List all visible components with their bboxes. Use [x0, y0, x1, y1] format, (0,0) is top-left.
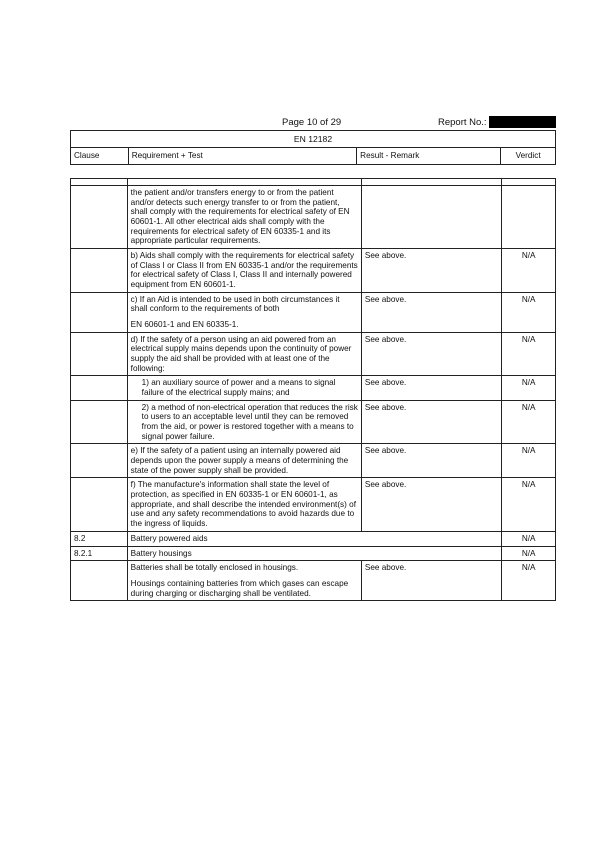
- result-cell: See above.: [361, 376, 501, 400]
- requirements-table: [70, 178, 556, 601]
- page-number: Page 10 of 29: [282, 117, 342, 128]
- result-cell: See above.: [361, 444, 501, 478]
- table-row: [71, 249, 556, 293]
- table-row: [71, 444, 556, 478]
- clause-cell: [71, 478, 128, 531]
- verdict-cell: N/A: [502, 531, 556, 546]
- report-header-table: [70, 130, 556, 165]
- requirement-cell: f) The manufacture's information shall state the level of protection, as specified in EN 60335-1 or EN 60601-1, as appropriate, and shall describe the intended environment(s) of use and any safety recommendations to avoid hazards due to the ingress of liquids.: [127, 478, 361, 531]
- requirement-cell: e) If the safety of a patient using an internally powered aid depends upon the power supply a means of determining the state of the power supply shall be provided.: [127, 444, 361, 478]
- col-header-verdict: Verdict: [501, 148, 556, 165]
- table-row: [71, 561, 556, 601]
- result-cell: See above.: [361, 478, 501, 531]
- standard-title: EN 12182: [71, 131, 556, 148]
- verdict-cell: N/A: [502, 546, 556, 561]
- requirement-cell: Battery housings: [127, 546, 502, 561]
- verdict-cell: N/A: [502, 400, 556, 444]
- result-cell: [361, 186, 501, 249]
- table-row: [71, 186, 556, 249]
- clause-cell: 8.2: [71, 531, 128, 546]
- requirement-cell: 1) an auxiliary source of power and a means to signal failure of the electrical supply mains; and: [127, 376, 361, 400]
- verdict-cell: N/A: [502, 332, 556, 376]
- requirement-cell: 2) a method of non-electrical operation that reduces the risk to users to an acceptable level until they can be removed from the aid, or power is restored together with a means to signal power failure.: [127, 400, 361, 444]
- clause-cell: [71, 292, 128, 332]
- requirement-text: Batteries shall be totally enclosed in housings.: [130, 563, 299, 573]
- verdict-cell: N/A: [502, 376, 556, 400]
- requirement-cell: d) If the safety of a person using an aid powered from an electrical supply mains depends upon the continuity of power supply the aid shall be provided with at least one of the following:: [127, 332, 361, 376]
- clause-cell: [71, 400, 128, 444]
- requirement-text-continued: Housings containing batteries from which gases can escape during charging or discharging shall be ventilated.: [130, 578, 349, 598]
- report-number-label: Report No.:: [438, 117, 487, 128]
- col-header-clause: Clause: [71, 148, 129, 165]
- requirement-text: c) If an Aid is intended to be used in both circumstances it shall conform to the requirements of both: [130, 294, 340, 314]
- requirement-cell: the patient and/or transfers energy to or from the patient and/or detects such energy transfer to or from the patient, shall comply with the requirements for electrical safety of EN 60601-1. All other electrical aids shall comply with the requirements for electrical safety of EN 60335-1 and its appropriate particular requirements.: [127, 186, 361, 249]
- requirement-cell: b) Aids shall comply with the requirements for electrical safety of Class I or Class II from EN 60335-1 and/or the requirements for electrical safety of Class I, Class II and internally powered equipment from EN 60601-1.: [127, 249, 361, 293]
- requirement-cell: Battery powered aids: [127, 531, 502, 546]
- result-cell: See above.: [361, 400, 501, 444]
- verdict-cell: N/A: [502, 478, 556, 531]
- table-row: [71, 400, 556, 444]
- result-cell: See above.: [361, 249, 501, 293]
- verdict-cell: [502, 186, 556, 249]
- clause-cell: [71, 444, 128, 478]
- table-row: [71, 478, 556, 531]
- redacted-report-number: [489, 116, 556, 128]
- verdict-cell: N/A: [502, 444, 556, 478]
- page-header: [70, 117, 556, 131]
- clause-cell: [71, 561, 128, 601]
- col-header-requirement: Requirement + Test: [128, 148, 356, 165]
- clause-cell: [71, 186, 128, 249]
- result-cell: See above.: [361, 292, 501, 332]
- result-cell: See above.: [361, 332, 501, 376]
- col-header-result: Result - Remark: [357, 148, 501, 165]
- table-row: [71, 376, 556, 400]
- verdict-cell: N/A: [502, 292, 556, 332]
- clause-cell: [71, 249, 128, 293]
- requirement-cell: [127, 292, 361, 332]
- clause-cell: [71, 376, 128, 400]
- verdict-cell: N/A: [502, 249, 556, 293]
- clause-cell: [71, 332, 128, 376]
- table-top-strip: [71, 179, 556, 186]
- clause-cell: 8.2.1: [71, 546, 128, 561]
- table-row: [71, 332, 556, 376]
- result-cell: See above.: [361, 561, 501, 601]
- requirement-cell: [127, 561, 361, 601]
- verdict-cell: N/A: [502, 561, 556, 601]
- table-row: [71, 531, 556, 546]
- requirement-text-continued: EN 60601-1 and EN 60335-1.: [130, 320, 239, 330]
- table-row: [71, 546, 556, 561]
- table-row: [71, 292, 556, 332]
